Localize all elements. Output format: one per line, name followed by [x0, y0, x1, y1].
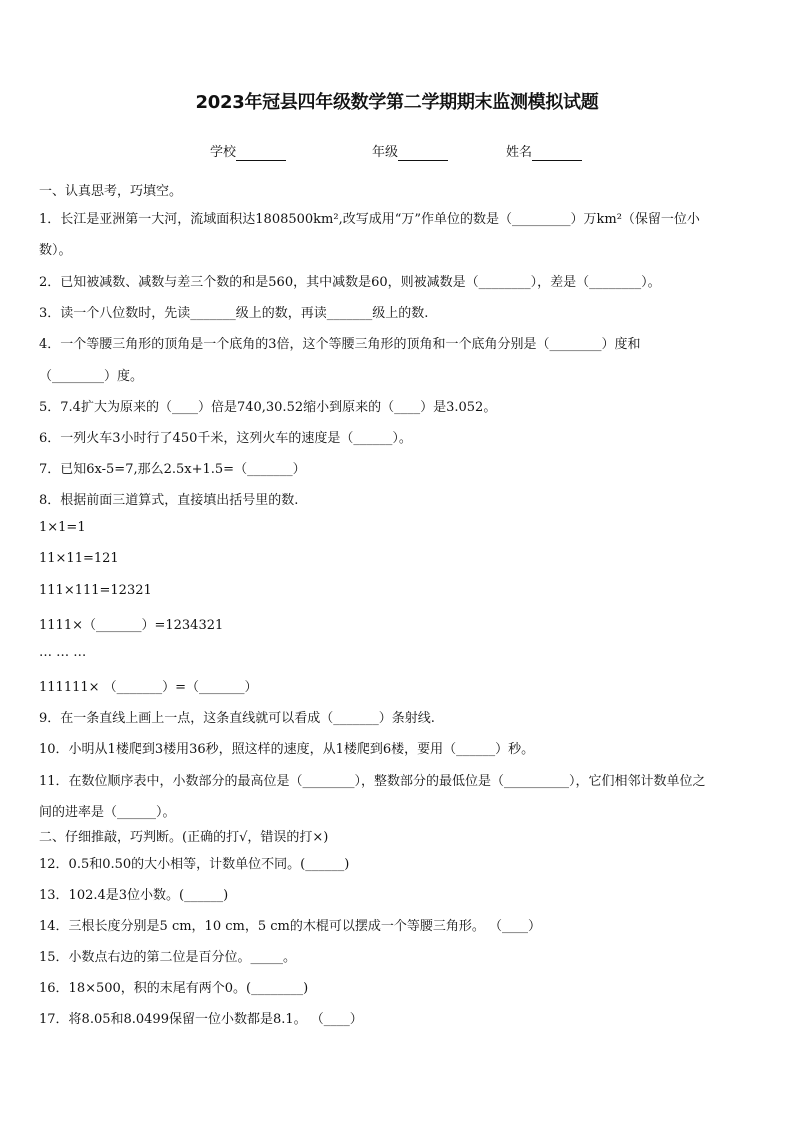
page-title: 2023年冠县四年级数学第二学期期末监测模拟试题 [195, 92, 599, 113]
equation-line: 1111×（_______）=1234321 [39, 618, 224, 633]
question-line: 6．一列火车3小时行了450千米，这列火车的速度是（______）。 [39, 431, 412, 446]
question-line: 15．小数点右边的第二位是百分位。_____。 [39, 950, 297, 965]
question-line: （________）度。 [39, 369, 144, 384]
question-line: 12．0.5和0.50的大小相等，计数单位不同。(______) [39, 857, 350, 872]
equation-line: 1×1=1 [39, 520, 86, 535]
equation-line: 111×111=12321 [39, 583, 152, 598]
ellipsis-line: … … … [39, 645, 87, 660]
grade-field [372, 141, 448, 161]
section-heading: 一、认真思考，巧填空。 [39, 184, 183, 199]
question-line: 4．一个等腰三角形的顶角是一个底角的3倍，这个等腰三角形的顶角和一个底角分别是（________）度和 [39, 337, 641, 352]
question-line: 3．读一个八位数时，先读_______级上的数，再读_______级上的数. [39, 306, 429, 321]
question-line: 10．小明从1楼爬到3楼用36秒，照这样的速度，从1楼爬到6楼，要用（______）秒。 [39, 742, 535, 757]
grade-label: 年级 [372, 145, 399, 160]
question-line: 7．已知6x-5=7,那么2.5x+1.5=（_______） [39, 462, 306, 477]
grade-blank[interactable] [398, 145, 448, 161]
name-label: 姓名 [506, 145, 533, 160]
name-blank[interactable] [532, 145, 582, 161]
question-line: 9．在一条直线上画上一点，这条直线就可以看成（_______）条射线. [39, 711, 435, 726]
question-line: 8．根据前面三道算式，直接填出括号里的数. [39, 493, 299, 508]
question-line: 14．三根长度分别是5 cm，10 cm，5 cm的木棍可以摆成一个等腰三角形。 （____） [39, 919, 541, 934]
question-line: 11．在数位顺序表中，小数部分的最高位是（________），整数部分的最低位是（__________），它们相邻计数单位之 [39, 774, 706, 789]
section-heading: 二、仔细推敲，巧判断。(正确的打√，错误的打×) [39, 830, 329, 845]
question-line: 2．已知被减数、减数与差三个数的和是560，其中减数是60，则被减数是（________），差是（________）。 [39, 275, 661, 290]
question-line: 17．将8.05和8.0499保留一位小数都是8.1。 （____） [39, 1012, 363, 1027]
name-field [506, 141, 582, 161]
equation-line: 111111× （_______）=（_______） [39, 680, 258, 695]
question-line: 数）。 [39, 243, 72, 258]
question-line: 间的进率是（______）。 [39, 805, 176, 820]
equation-line: 11×11=121 [39, 551, 119, 566]
question-line: 5．7.4扩大为原来的（____）倍是740,30.52缩小到原来的（____）是3.052。 [39, 400, 497, 415]
question-line: 1．长江是亚洲第一大河，流域面积达1808500km²,改写成用“万”作单位的数是（_________）万km²（保留一位小 [39, 212, 700, 227]
school-blank[interactable] [236, 145, 286, 161]
question-line: 16．18×500，积的末尾有两个0。(________) [39, 981, 309, 996]
school-label: 学校 [210, 145, 237, 160]
question-line: 13．102.4是3位小数。(______) [39, 888, 229, 903]
school-field [210, 141, 286, 161]
